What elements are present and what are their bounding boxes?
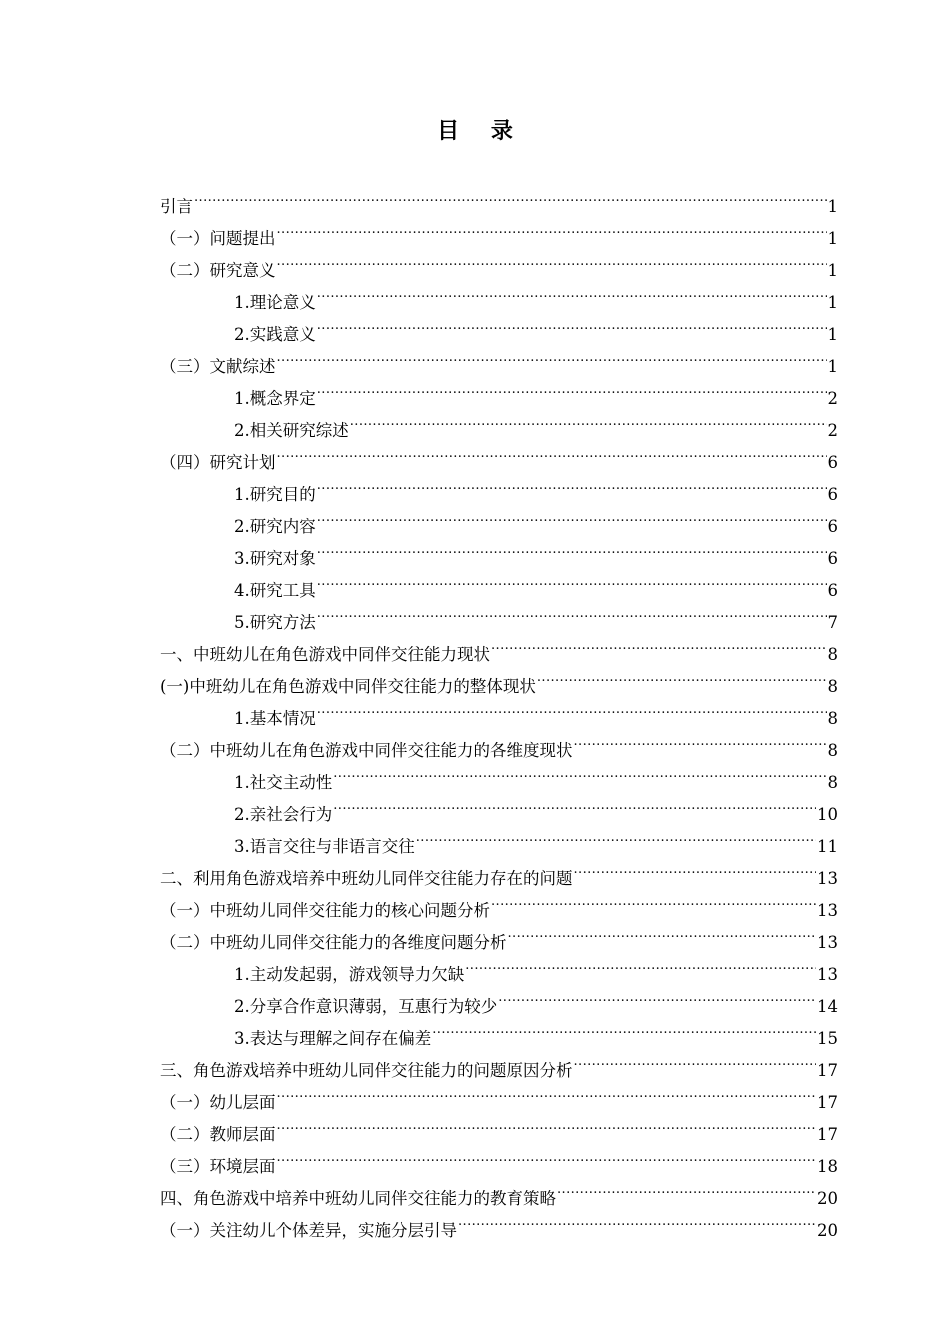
toc-entry[interactable] (160, 660, 838, 696)
toc-entry-page-number: 15 (817, 1029, 838, 1048)
toc-entry-title: (一)中班幼儿在角色游戏中同伴交往能力的整体现状 (160, 677, 536, 696)
toc-entry-page-number: 18 (817, 1157, 838, 1176)
dot-leader (574, 1044, 817, 1076)
toc-entry[interactable] (160, 1108, 838, 1144)
dot-leader (317, 532, 827, 564)
dot-leader (537, 660, 827, 692)
toc-entry-page-number: 1 (827, 261, 838, 280)
toc-entry-page-number: 13 (817, 965, 838, 984)
dot-leader (317, 596, 827, 628)
toc-entry-title: 5.研究方法 (234, 613, 316, 632)
toc-entry[interactable] (160, 1044, 838, 1080)
toc-entry[interactable] (160, 564, 838, 600)
toc-entry[interactable] (160, 692, 838, 728)
dot-leader (333, 756, 826, 788)
toc-entry-title: （二）教师层面 (160, 1125, 276, 1144)
toc-entry-title: 四、角色游戏中培养中班幼儿同伴交往能力的教育策略 (160, 1189, 556, 1208)
toc-entry[interactable] (160, 372, 838, 408)
dot-leader (277, 1108, 817, 1140)
toc-entry[interactable] (160, 1076, 838, 1112)
toc-entry[interactable] (160, 1204, 838, 1240)
toc-entry[interactable] (160, 244, 838, 280)
dot-leader (194, 180, 827, 212)
dot-leader (317, 468, 827, 500)
toc-entry[interactable] (160, 948, 838, 984)
toc-entry-title: 1.社交主动性 (234, 773, 333, 792)
toc-entry[interactable] (160, 756, 838, 792)
toc-entry-title: 1.理论意义 (234, 293, 316, 312)
dot-leader (465, 948, 816, 980)
toc-entry-page-number: 8 (827, 773, 838, 792)
toc-entry-title: （一）幼儿层面 (160, 1093, 276, 1112)
toc-entry[interactable] (160, 820, 838, 856)
dot-leader (508, 916, 817, 948)
toc-entry-title: （三）环境层面 (160, 1157, 276, 1176)
toc-entry-page-number: 14 (817, 997, 838, 1016)
dot-leader (491, 628, 827, 660)
toc-entry-title: 2.亲社会行为 (234, 805, 333, 824)
toc-entry[interactable] (160, 724, 838, 760)
toc-entry-title: 2.实践意义 (234, 325, 316, 344)
toc-entry[interactable] (160, 212, 838, 248)
toc-entry-title: （四）研究计划 (160, 453, 276, 472)
toc-entry-title: 1.基本情况 (234, 709, 316, 728)
toc-entry[interactable] (160, 628, 838, 664)
toc-entry[interactable] (160, 916, 838, 952)
toc-entry-page-number: 2 (827, 389, 838, 408)
toc-entry-page-number: 20 (817, 1221, 838, 1240)
toc-entry-page-number: 10 (817, 805, 838, 824)
dot-leader (317, 276, 827, 308)
dot-leader (317, 692, 827, 724)
toc-title: 目 录 (437, 119, 525, 144)
toc-entry[interactable] (160, 180, 838, 216)
toc-entry[interactable] (160, 404, 838, 440)
dot-leader (277, 244, 827, 276)
toc-entry-title: 2.分享合作意识薄弱，互惠行为较少 (234, 997, 498, 1016)
dot-leader (574, 852, 817, 884)
toc-entry-title: （一）关注幼儿个体差异，实施分层引导 (160, 1221, 457, 1240)
toc-entry-title: （三）文献综述 (160, 357, 276, 376)
toc-entry-page-number: 6 (827, 549, 838, 568)
dot-leader (277, 1076, 817, 1108)
dot-leader (557, 1172, 816, 1204)
dot-leader (317, 372, 827, 404)
toc-entry[interactable] (160, 852, 838, 888)
toc-entry[interactable] (160, 980, 838, 1016)
toc-entry-page-number: 1 (827, 197, 838, 216)
toc-entry-title: （二）中班幼儿同伴交往能力的各维度问题分析 (160, 933, 507, 952)
toc-entry-page-number: 17 (817, 1093, 838, 1112)
toc-entry-page-number: 1 (827, 325, 838, 344)
toc-entry[interactable] (160, 1012, 838, 1048)
toc-entry-title: （二）研究意义 (160, 261, 276, 280)
table-of-contents (160, 180, 838, 1240)
dot-leader (277, 340, 827, 372)
toc-entry-title: 1.概念界定 (234, 389, 316, 408)
toc-entry-page-number: 7 (827, 613, 838, 632)
toc-entry-title: 4.研究工具 (234, 581, 316, 600)
dot-leader (277, 1140, 817, 1172)
toc-entry[interactable] (160, 1172, 838, 1208)
toc-entry-title: （一）中班幼儿同伴交往能力的核心问题分析 (160, 901, 490, 920)
dot-leader (491, 884, 816, 916)
toc-entry-page-number: 1 (827, 229, 838, 248)
toc-entry[interactable] (160, 532, 838, 568)
toc-entry-page-number: 1 (827, 357, 838, 376)
toc-entry-title: 二、利用角色游戏培养中班幼儿同伴交往能力存在的问题 (160, 869, 573, 888)
toc-entry-page-number: 20 (817, 1189, 838, 1208)
toc-entry-page-number: 13 (817, 933, 838, 952)
dot-leader (277, 212, 827, 244)
dot-leader (277, 436, 827, 468)
dot-leader (432, 1012, 816, 1044)
toc-entry-page-number: 6 (827, 485, 838, 504)
toc-entry-page-number: 13 (817, 901, 838, 920)
dot-leader (350, 404, 827, 436)
toc-entry-title: 三、角色游戏培养中班幼儿同伴交往能力的问题原因分析 (160, 1061, 573, 1080)
toc-entry-title: 引言 (160, 197, 193, 216)
dot-leader (317, 500, 827, 532)
toc-entry-page-number: 1 (827, 293, 838, 312)
toc-entry-page-number: 13 (817, 869, 838, 888)
toc-entry[interactable] (160, 308, 838, 344)
toc-entry-title: 3.研究对象 (234, 549, 316, 568)
dot-leader (574, 724, 827, 756)
toc-entry-page-number: 6 (827, 453, 838, 472)
toc-entry-page-number: 8 (827, 645, 838, 664)
toc-entry[interactable] (160, 468, 838, 504)
toc-entry[interactable] (160, 436, 838, 472)
toc-entry-title: 3.语言交往与非语言交往 (234, 837, 415, 856)
toc-entry-title: 1.主动发起弱，游戏领导力欠缺 (234, 965, 465, 984)
toc-entry-page-number: 17 (817, 1061, 838, 1080)
dot-leader (416, 820, 816, 852)
toc-entry[interactable] (160, 500, 838, 536)
toc-entry[interactable] (160, 1140, 838, 1176)
dot-leader (333, 788, 816, 820)
toc-entry-title: 一、中班幼儿在角色游戏中同伴交往能力现状 (160, 645, 490, 664)
toc-entry-page-number: 2 (827, 421, 838, 440)
toc-entry-title: 3.表达与理解之间存在偏差 (234, 1029, 432, 1048)
dot-leader (498, 980, 816, 1012)
toc-entry-page-number: 8 (827, 677, 838, 696)
toc-entry-title: 1.研究目的 (234, 485, 316, 504)
toc-entry-page-number: 8 (827, 741, 838, 760)
dot-leader (458, 1204, 816, 1236)
toc-entry-page-number: 17 (817, 1125, 838, 1144)
toc-entry[interactable] (160, 788, 838, 824)
toc-entry-page-number: 6 (827, 517, 838, 536)
toc-entry[interactable] (160, 276, 838, 312)
dot-leader (317, 308, 827, 340)
toc-entry-page-number: 6 (827, 581, 838, 600)
toc-entry-title: （一）问题提出 (160, 229, 276, 248)
toc-entry-page-number: 8 (827, 709, 838, 728)
dot-leader (317, 564, 827, 596)
toc-entry-page-number: 11 (817, 837, 838, 856)
toc-entry-title: 2.相关研究综述 (234, 421, 349, 440)
toc-entry-title: 2.研究内容 (234, 517, 316, 536)
toc-entry-title: （二）中班幼儿在角色游戏中同伴交往能力的各维度现状 (160, 741, 573, 760)
toc-entry[interactable] (160, 596, 838, 632)
toc-entry[interactable] (160, 884, 838, 920)
toc-entry[interactable] (160, 340, 838, 376)
